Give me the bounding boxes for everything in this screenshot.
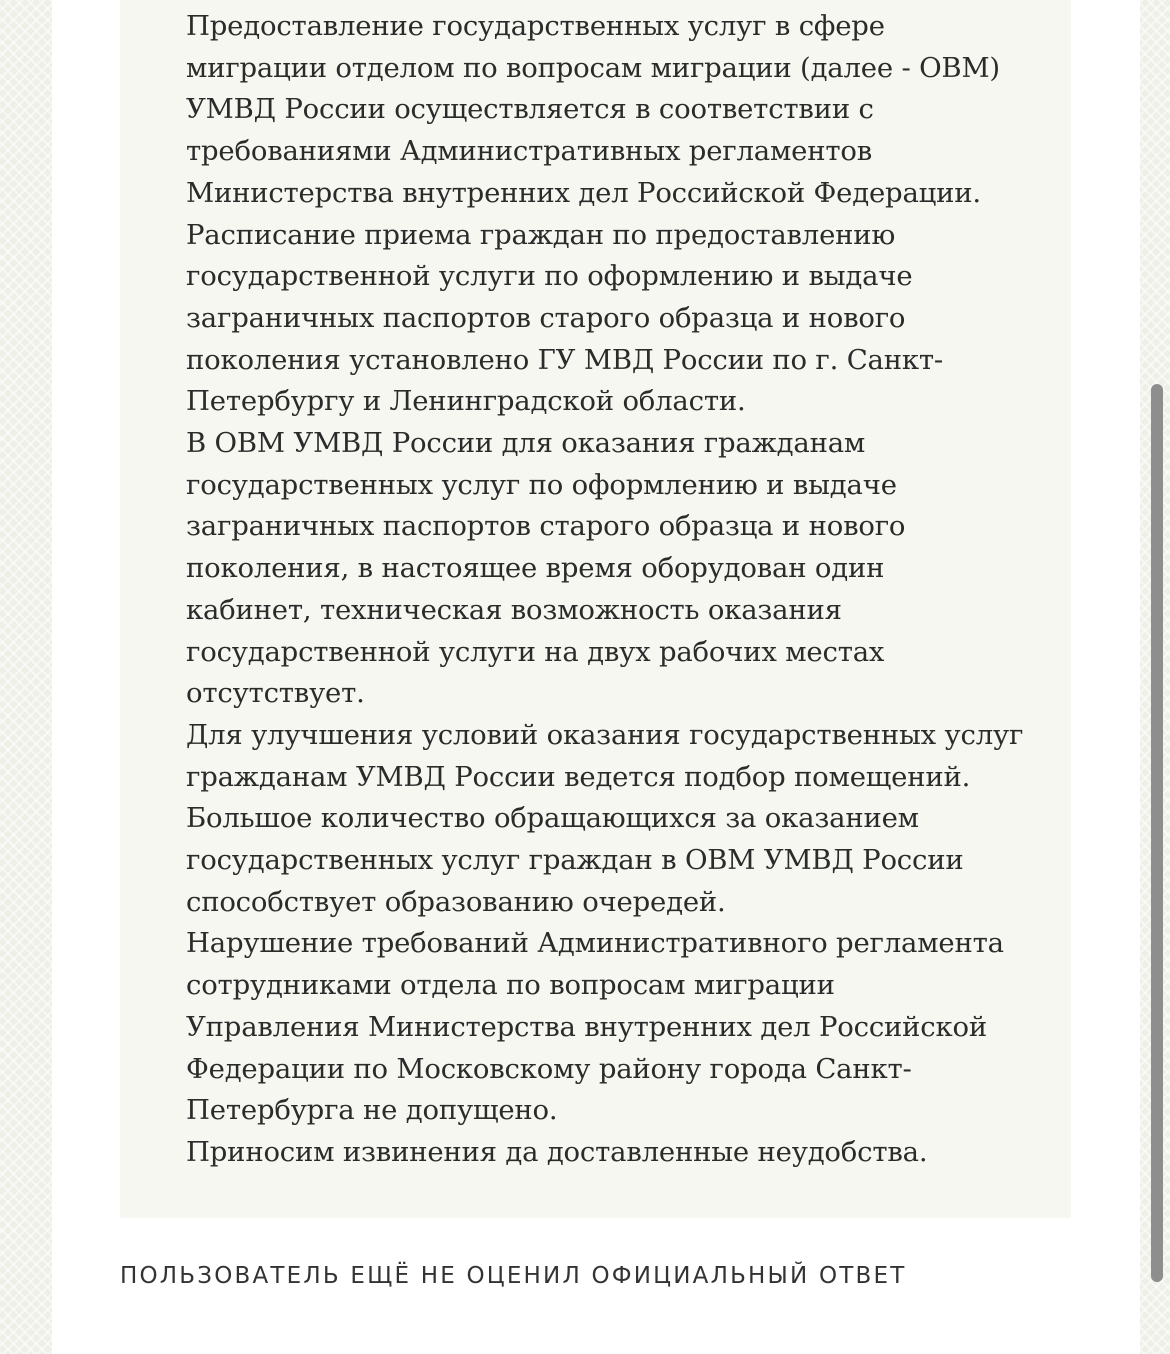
answer-line: отсутствует. xyxy=(186,677,365,710)
answer-line: Расписание приема граждан по предоставлению xyxy=(186,218,896,251)
answer-line: требованиями Административных регламентов xyxy=(186,135,872,168)
answer-line: поколения установлено ГУ МВД России по г. Санкт- xyxy=(186,343,943,376)
answer-line: Управления Министерства внутренних дел Российской xyxy=(186,1010,987,1043)
answer-line: Приносим извинения да доставленные неудобства. xyxy=(186,1135,928,1168)
answer-line: Петербургу и Ленинградской области. xyxy=(186,385,746,418)
answer-line: гражданам УМВД России ведется подбор помещений. xyxy=(186,760,971,793)
answer-line: кабинет, техническая возможность оказания xyxy=(186,593,842,626)
answer-line: государственной услуги по оформлению и выдаче xyxy=(186,260,913,293)
answer-line: Для улучшения условий оказания государственных услуг xyxy=(186,718,1024,751)
answer-line: В ОВМ УМВД России для оказания гражданам xyxy=(186,427,866,460)
answer-line: поколения, в настоящее время оборудован один xyxy=(186,552,885,585)
answer-line: Предоставление государственных услуг в сфере xyxy=(186,10,885,42)
answer-line: государственной услуги на двух рабочих местах xyxy=(186,635,885,668)
official-answer-box xyxy=(120,0,1071,1218)
answer-line: сотрудниками отдела по вопросам миграции xyxy=(186,969,835,1002)
scrollbar-thumb[interactable] xyxy=(1151,384,1163,1282)
answer-line: заграничных паспортов старого образца и нового xyxy=(186,510,906,543)
answer-line: УМВД России осуществляется в соответствии с xyxy=(186,93,874,126)
page-card xyxy=(52,0,1140,1354)
rating-status-text: ПОЛЬЗОВАТЕЛЬ ЕЩЁ НЕ ОЦЕНИЛ ОФИЦИАЛЬНЫЙ ОТВЕТ xyxy=(120,1263,907,1289)
answer-line: заграничных паспортов старого образца и нового xyxy=(186,301,906,334)
answer-line: Федерации по Московскому району города Санкт- xyxy=(186,1052,912,1085)
answer-line: Нарушение требований Административного регламента xyxy=(186,927,1004,960)
answer-line: Большое количество обращающихся за оказанием xyxy=(186,802,919,835)
answer-line: Петербурга не допущено. xyxy=(186,1094,558,1127)
answer-line: Министерства внутренних дел Российской Федерации. xyxy=(186,176,981,209)
answer-line: государственных услуг граждан в ОВМ УМВД России xyxy=(186,844,964,877)
answer-line: государственных услуг по оформлению и выдаче xyxy=(186,468,897,501)
answer-line: миграции отделом по вопросам миграции (далее - ОВМ) xyxy=(186,51,1000,84)
answer-line: способствует образованию очередей. xyxy=(186,885,726,918)
official-answer-text xyxy=(186,6,1036,1174)
